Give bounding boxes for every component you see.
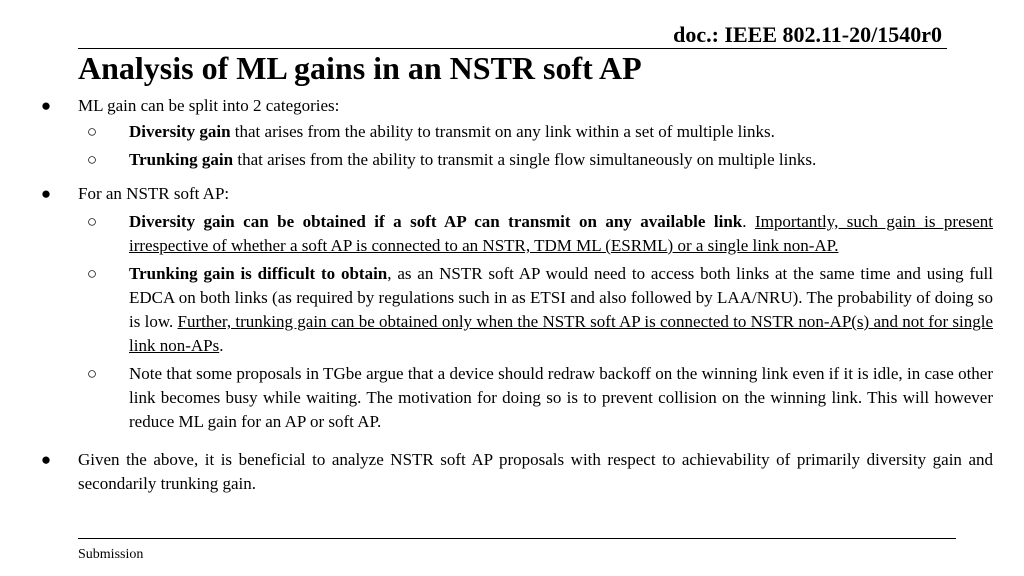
sub-bullet-text: that arises from the ability to transmit a single flow simultaneously on multiple links. <box>233 150 817 169</box>
sub-bullet-bold-term: Diversity gain can be obtained if a soft AP can transmit on any available link <box>129 212 743 231</box>
sub-bullet-marker: ○ <box>86 364 98 383</box>
sub-bullet-marker: ○ <box>86 122 98 141</box>
sub-bullet-underlined-text: Importantly, such gain is present irrespective of whether a soft AP is connected to an NSTR, TDM ML (ESRML) or a single link non-AP. <box>129 212 994 255</box>
bullet-marker: ● <box>40 450 52 469</box>
sub-bullet-text: . <box>742 212 755 231</box>
bullet-nstr-soft-ap <box>0 182 993 206</box>
sub-bullet-text: , as an NSTR soft AP would need to access both links at the same time and using full EDCA on both links (as required by regulations such in as ETSI and also followed by LAA/NRU). The probability of doing so is low. <box>129 264 993 331</box>
sub-bullet-bold-term: Diversity gain <box>129 122 231 141</box>
sub-bullet-marker: ○ <box>86 212 98 231</box>
sub-bullet-text: that arises from the ability to transmit on any link within a set of multiple links. <box>230 122 775 141</box>
slide-body <box>0 94 1024 496</box>
bullet-text: For an NSTR soft AP: <box>78 184 230 203</box>
footer-submission: Submission <box>78 547 144 562</box>
sub-bullet-marker: ○ <box>86 150 98 169</box>
sub-bullet-text: Note that some proposals in TGbe argue that a device should redraw backoff on the winning link even if it is idle, in case other link becomes busy while waiting. The motivation for doing so is to prevent collision on the winning link. This will however reduce ML gain for an AP or soft AP. <box>129 364 993 431</box>
sub-bullet-diversity-gain <box>0 120 993 144</box>
sub-bullet-trunking-difficult <box>0 262 993 358</box>
sub-bullet-trunking-gain <box>0 148 993 172</box>
bullet-text: ML gain can be split into 2 categories: <box>78 96 340 115</box>
sub-bullet-diversity-available-link <box>0 210 993 258</box>
sub-bullet-tail: . <box>219 336 224 355</box>
bullet-conclusion <box>0 448 993 496</box>
bullet-text: Given the above, it is beneficial to analyze NSTR soft AP proposals with respect to achievability of primarily diversity gain and secondarily trunking gain. <box>78 450 993 493</box>
bullet-marker: ● <box>40 96 52 115</box>
sub-bullet-bold-term: Trunking gain <box>129 150 234 169</box>
sub-bullet-bold-term: Trunking gain is difficult to obtain <box>129 264 388 283</box>
bullet-marker: ● <box>40 184 52 203</box>
sub-bullet-marker: ○ <box>86 264 98 283</box>
sub-bullet-underlined-text: Further, trunking gain can be obtained only when the NSTR soft AP is connected to NSTR non-AP(s) and not for single link non-APs <box>129 312 993 355</box>
footer-divider <box>78 538 956 539</box>
slide-title: Analysis of ML gains in an NSTR soft AP <box>78 50 642 86</box>
doc-reference: doc.: IEEE 802.11-20/1540r0 <box>673 22 942 47</box>
bullet-ml-gain <box>0 94 993 118</box>
sub-bullet-tgbe-note <box>0 362 993 434</box>
